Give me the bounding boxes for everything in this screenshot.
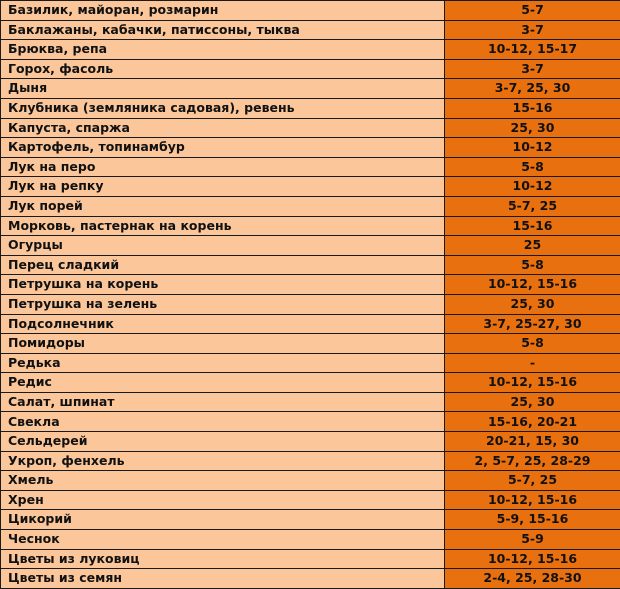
table-row: [1, 451, 620, 471]
favorable-days-cell: 2-4, 25, 28-30: [445, 569, 620, 589]
table-body: [1, 1, 620, 589]
table-row: [1, 255, 620, 275]
crop-name-cell: Картофель, топинамбур: [1, 138, 445, 158]
table-row: [1, 20, 620, 40]
table-row: [1, 569, 620, 589]
favorable-days-cell: 20-21, 15, 30: [445, 432, 620, 452]
table-row: [1, 294, 620, 314]
favorable-days-cell: 10-12, 15-16: [445, 275, 620, 295]
table-row: [1, 510, 620, 530]
table-row: [1, 549, 620, 569]
favorable-days-cell: 3-7, 25-27, 30: [445, 314, 620, 334]
crop-name-cell: Цветы из луковиц: [1, 549, 445, 569]
favorable-days-cell: 5-8: [445, 334, 620, 354]
favorable-days-cell: 3-7: [445, 59, 620, 79]
favorable-days-cell: 5-9, 15-16: [445, 510, 620, 530]
crop-name-cell: Дыня: [1, 79, 445, 99]
crop-name-cell: Клубника (земляника садовая), ревень: [1, 98, 445, 118]
favorable-days-cell: -: [445, 353, 620, 373]
table-row: [1, 138, 620, 158]
table-row: [1, 216, 620, 236]
table-row: [1, 177, 620, 197]
favorable-days-cell: 3-7: [445, 20, 620, 40]
favorable-days-cell: 15-16: [445, 216, 620, 236]
table-row: [1, 530, 620, 550]
crop-name-cell: Лук порей: [1, 196, 445, 216]
crop-name-cell: Лук на репку: [1, 177, 445, 197]
favorable-days-cell: 2, 5-7, 25, 28-29: [445, 451, 620, 471]
table-row: [1, 275, 620, 295]
table-row: [1, 432, 620, 452]
crop-name-cell: Салат, шпинат: [1, 392, 445, 412]
table-row: [1, 118, 620, 138]
favorable-days-cell: 25, 30: [445, 118, 620, 138]
favorable-days-cell: 5-8: [445, 157, 620, 177]
table-row: [1, 490, 620, 510]
crop-name-cell: Баклажаны, кабачки, патиссоны, тыква: [1, 20, 445, 40]
favorable-days-cell: 5-8: [445, 255, 620, 275]
favorable-days-cell: 5-7, 25: [445, 471, 620, 491]
crop-name-cell: Помидоры: [1, 334, 445, 354]
crop-name-cell: Горох, фасоль: [1, 59, 445, 79]
favorable-days-cell: 5-7, 25: [445, 196, 620, 216]
table-row: [1, 236, 620, 256]
table-row: [1, 40, 620, 60]
crop-name-cell: Брюква, репа: [1, 40, 445, 60]
crop-name-cell: Петрушка на корень: [1, 275, 445, 295]
crop-name-cell: Сельдерей: [1, 432, 445, 452]
favorable-days-cell: 10-12: [445, 138, 620, 158]
crop-name-cell: Свекла: [1, 412, 445, 432]
favorable-days-cell: 10-12: [445, 177, 620, 197]
crop-name-cell: Перец сладкий: [1, 255, 445, 275]
crop-name-cell: Базилик, майоран, розмарин: [1, 1, 445, 21]
table-row: [1, 59, 620, 79]
table-row: [1, 98, 620, 118]
favorable-days-cell: 25, 30: [445, 392, 620, 412]
favorable-days-cell: 25, 30: [445, 294, 620, 314]
crop-name-cell: Морковь, пастернак на корень: [1, 216, 445, 236]
favorable-days-cell: 10-12, 15-16: [445, 549, 620, 569]
crop-name-cell: Чеснок: [1, 530, 445, 550]
crop-name-cell: Огурцы: [1, 236, 445, 256]
crop-name-cell: Хмель: [1, 471, 445, 491]
favorable-days-cell: 25: [445, 236, 620, 256]
table-row: [1, 412, 620, 432]
favorable-days-cell: 10-12, 15-16: [445, 490, 620, 510]
crop-name-cell: Лук на перо: [1, 157, 445, 177]
favorable-days-cell: 15-16: [445, 98, 620, 118]
crop-name-cell: Капуста, спаржа: [1, 118, 445, 138]
table-row: [1, 157, 620, 177]
crop-name-cell: Укроп, фенхель: [1, 451, 445, 471]
crop-name-cell: Хрен: [1, 490, 445, 510]
favorable-days-cell: 10-12, 15-17: [445, 40, 620, 60]
favorable-days-cell: 3-7, 25, 30: [445, 79, 620, 99]
table-row: [1, 1, 620, 21]
crop-name-cell: Редька: [1, 353, 445, 373]
favorable-days-cell: 15-16, 20-21: [445, 412, 620, 432]
table-row: [1, 314, 620, 334]
favorable-days-cell: 5-7: [445, 1, 620, 21]
favorable-days-cell: 5-9: [445, 530, 620, 550]
crop-name-cell: Цветы из семян: [1, 569, 445, 589]
table-row: [1, 196, 620, 216]
crop-name-cell: Редис: [1, 373, 445, 393]
crop-name-cell: Цикорий: [1, 510, 445, 530]
table-row: [1, 373, 620, 393]
table-row: [1, 79, 620, 99]
table-row: [1, 334, 620, 354]
table-row: [1, 353, 620, 373]
table-row: [1, 471, 620, 491]
crop-name-cell: Подсолнечник: [1, 314, 445, 334]
crop-name-cell: Петрушка на зелень: [1, 294, 445, 314]
favorable-days-cell: 10-12, 15-16: [445, 373, 620, 393]
table-row: [1, 392, 620, 412]
